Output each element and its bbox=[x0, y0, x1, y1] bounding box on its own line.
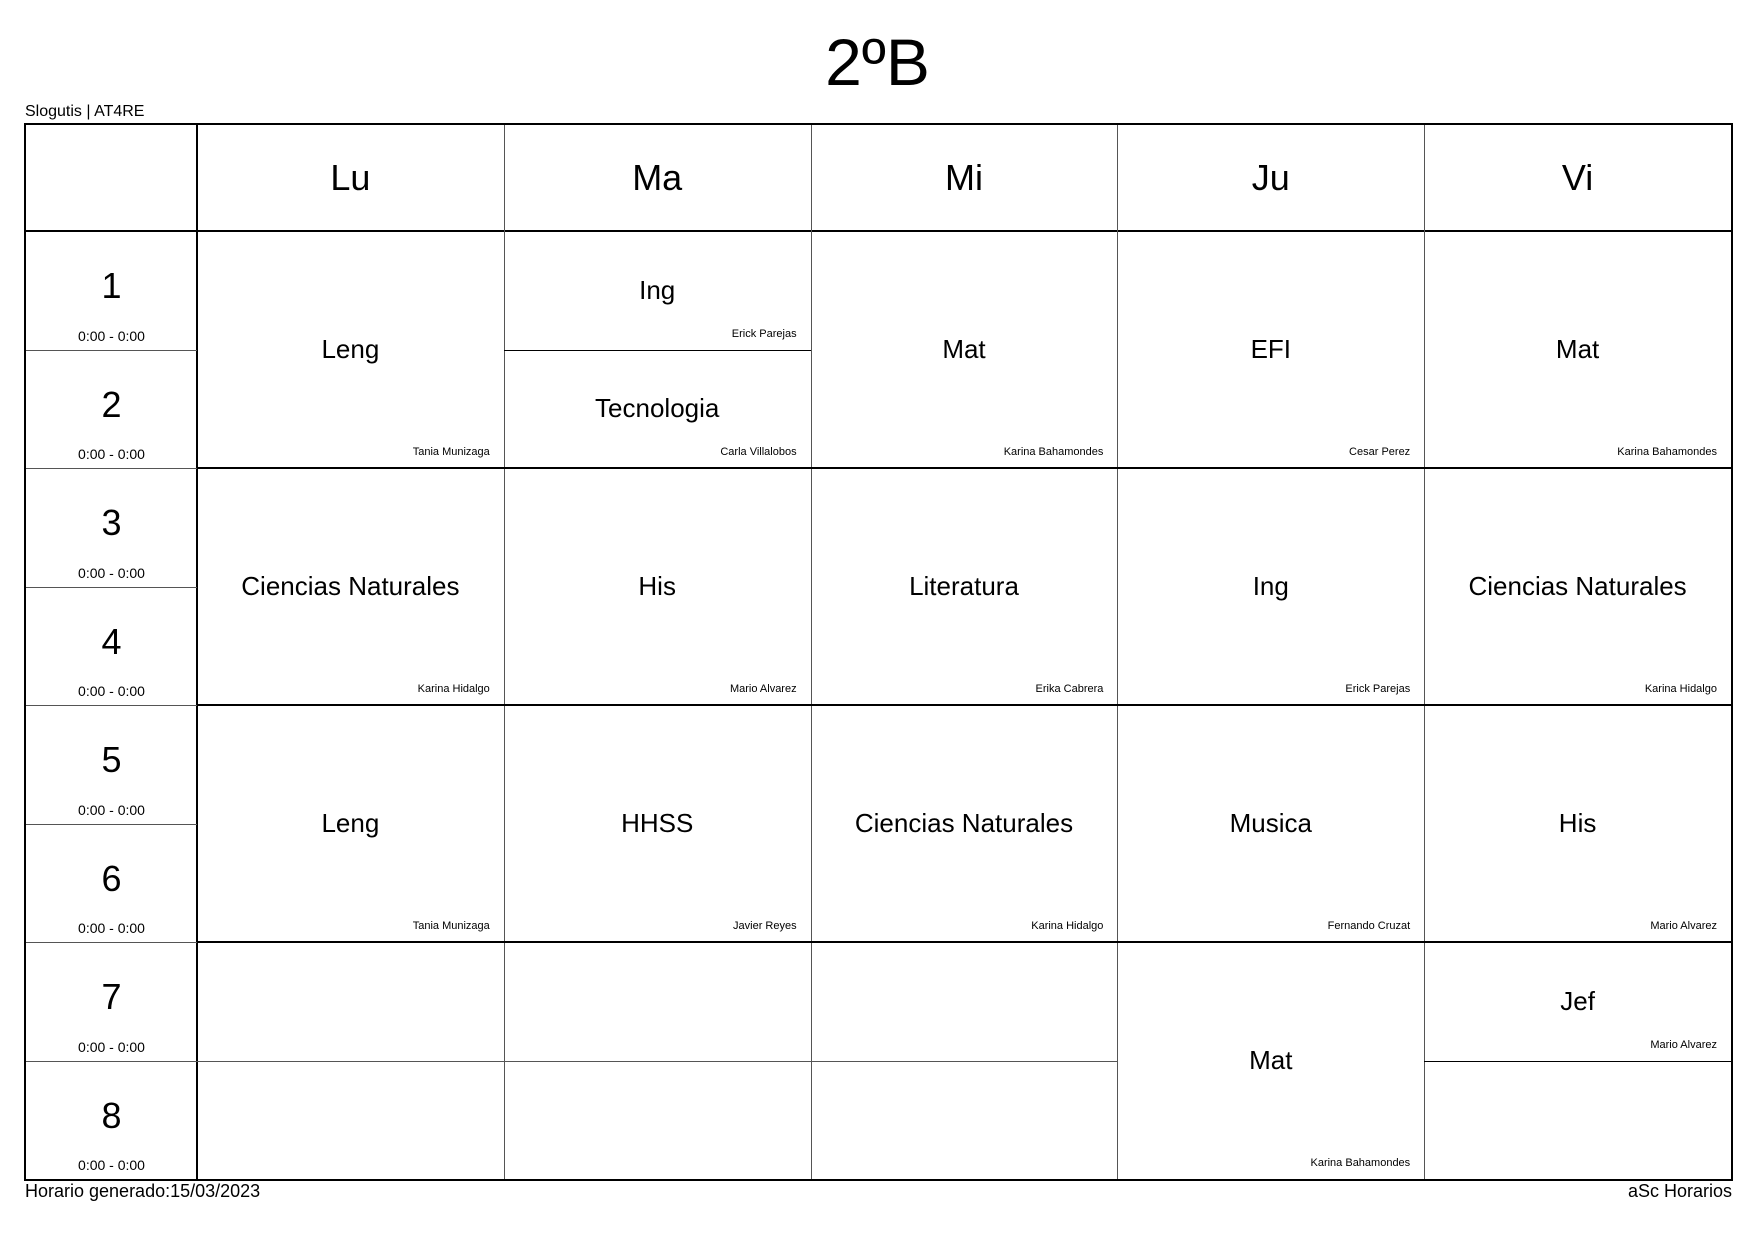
generated-date: Horario generado:15/03/2023 bbox=[25, 1181, 261, 1201]
lesson-card[interactable] bbox=[1117, 231, 1424, 468]
lesson-subject: Mat bbox=[1249, 1045, 1293, 1075]
lesson-subject: Ing bbox=[1252, 571, 1289, 601]
lesson-card[interactable] bbox=[504, 231, 811, 350]
period-time: 0:00 - 0:00 bbox=[78, 920, 145, 936]
period-time: 0:00 - 0:00 bbox=[78, 1157, 145, 1173]
timetable-grid bbox=[24, 123, 1733, 1181]
period-number: 4 bbox=[101, 620, 122, 662]
period-number: 1 bbox=[101, 265, 122, 306]
software-name: aSc Horarios bbox=[1627, 1181, 1732, 1201]
lesson-card[interactable] bbox=[504, 468, 811, 705]
lesson-subject: His bbox=[1558, 808, 1597, 838]
lesson-subject: Mat bbox=[942, 334, 986, 364]
period-number: 8 bbox=[101, 1094, 122, 1136]
lesson-card[interactable] bbox=[1117, 705, 1424, 942]
period-time: 0:00 - 0:00 bbox=[78, 564, 145, 581]
lesson-subject: Ing bbox=[639, 274, 676, 305]
lesson-card[interactable] bbox=[1424, 468, 1731, 705]
empty-slot-divider bbox=[811, 1061, 1118, 1062]
lesson-subject: His bbox=[638, 571, 676, 601]
period-cell bbox=[26, 942, 197, 1061]
day-header-0: Lu bbox=[330, 157, 371, 198]
empty-slot-divider bbox=[504, 1061, 811, 1062]
day-header-1: Ma bbox=[632, 157, 683, 198]
lesson-teacher: Karina Hidalgo bbox=[1031, 920, 1104, 932]
lesson-subject: Ciencias Naturales bbox=[241, 571, 460, 601]
lesson-subject: Mat bbox=[1555, 334, 1600, 364]
lesson-teacher: Erika Cabrera bbox=[1035, 683, 1104, 695]
lesson-teacher: Tania Munizaga bbox=[412, 446, 490, 458]
period-number: 2 bbox=[101, 383, 122, 425]
day-header-4: Vi bbox=[1561, 157, 1594, 198]
lesson-subject: Leng bbox=[321, 808, 380, 838]
lesson-teacher: Cesar Perez bbox=[1349, 446, 1411, 458]
lesson-teacher: Tania Munizaga bbox=[412, 920, 490, 932]
period-row-divider bbox=[26, 942, 197, 943]
day-header-3: Ju bbox=[1251, 157, 1290, 198]
period-cell bbox=[26, 1061, 197, 1180]
lesson-teacher: Karina Bahamondes bbox=[1003, 446, 1104, 458]
lesson-teacher: Karina Hidalgo bbox=[417, 683, 490, 695]
period-number: 6 bbox=[101, 857, 122, 899]
period-number: 5 bbox=[101, 739, 122, 780]
period-row-divider bbox=[26, 587, 197, 588]
period-time: 0:00 - 0:00 bbox=[78, 801, 145, 818]
lesson-teacher: Javier Reyes bbox=[733, 920, 797, 932]
lesson-teacher: Fernando Cruzat bbox=[1327, 920, 1411, 932]
period-time: 0:00 - 0:00 bbox=[78, 1038, 145, 1055]
period-cell bbox=[26, 350, 197, 469]
lesson-card[interactable] bbox=[1117, 468, 1424, 705]
lesson-subject: Leng bbox=[321, 334, 380, 364]
timetable-title: 2ºB bbox=[825, 25, 930, 99]
period-cell bbox=[26, 587, 197, 706]
period-row-divider bbox=[26, 468, 197, 469]
period-row-divider bbox=[26, 350, 197, 351]
period-cell bbox=[26, 824, 197, 943]
lesson-teacher: Carla Villalobos bbox=[720, 446, 797, 458]
school-name: Slogutis | AT4RE bbox=[25, 103, 145, 120]
lesson-card[interactable] bbox=[1117, 942, 1424, 1179]
period-cell bbox=[26, 231, 197, 350]
lesson-subject: EFI bbox=[1250, 334, 1292, 364]
lesson-card[interactable] bbox=[504, 350, 811, 469]
lesson-teacher: Mario Alvarez bbox=[1650, 920, 1717, 932]
period-row-divider bbox=[26, 705, 197, 706]
lesson-card[interactable] bbox=[1424, 705, 1731, 942]
lesson-teacher: Karina Bahamondes bbox=[1617, 446, 1717, 458]
period-number: 3 bbox=[101, 502, 122, 543]
period-time: 0:00 - 0:00 bbox=[78, 683, 145, 699]
lesson-teacher: Erick Parejas bbox=[731, 327, 797, 340]
lesson-card[interactable] bbox=[197, 705, 504, 942]
lesson-card[interactable] bbox=[1424, 942, 1731, 1061]
period-time: 0:00 - 0:00 bbox=[78, 446, 145, 462]
lesson-card[interactable] bbox=[197, 468, 504, 705]
lesson-subject: Ciencias Naturales bbox=[1468, 571, 1687, 601]
lesson-card[interactable] bbox=[811, 705, 1118, 942]
lesson-card[interactable] bbox=[197, 231, 504, 468]
lesson-teacher: Erick Parejas bbox=[1345, 683, 1411, 695]
period-time: 0:00 - 0:00 bbox=[78, 327, 145, 344]
lesson-teacher: Karina Bahamondes bbox=[1310, 1157, 1411, 1169]
period-row-divider bbox=[26, 1061, 197, 1062]
lesson-card[interactable] bbox=[504, 705, 811, 942]
lesson-card[interactable] bbox=[1424, 231, 1731, 468]
lesson-teacher: Karina Hidalgo bbox=[1644, 683, 1717, 695]
period-row-divider bbox=[26, 824, 197, 825]
lesson-card[interactable] bbox=[811, 231, 1118, 468]
lesson-subject: Jef bbox=[1560, 985, 1595, 1016]
period-cell bbox=[26, 705, 197, 824]
day-header-2: Mi bbox=[944, 157, 983, 198]
lesson-subject: Tecnologia bbox=[595, 393, 720, 424]
lesson-subject: Literatura bbox=[909, 571, 1019, 601]
lesson-subject: Ciencias Naturales bbox=[854, 808, 1074, 838]
lesson-divider bbox=[1424, 1061, 1731, 1062]
lesson-teacher: Mario Alvarez bbox=[729, 683, 797, 695]
lesson-subject: HHSS bbox=[621, 808, 694, 838]
lesson-subject: Musica bbox=[1229, 808, 1312, 838]
period-number: 7 bbox=[101, 976, 122, 1017]
lesson-teacher: Mario Alvarez bbox=[1650, 1038, 1717, 1051]
corner-cell bbox=[26, 125, 197, 231]
lesson-card[interactable] bbox=[811, 468, 1118, 705]
period-cell bbox=[26, 468, 197, 587]
empty-slot-divider bbox=[197, 1061, 504, 1062]
